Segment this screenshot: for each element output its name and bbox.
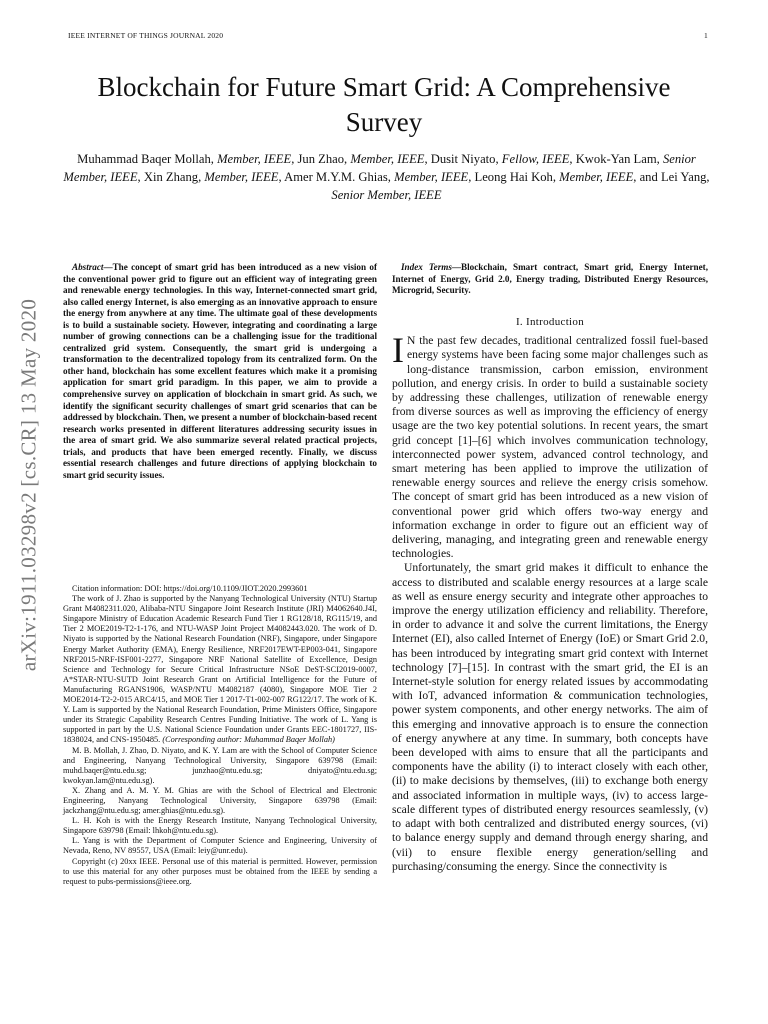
author: Lei Yang, Senior Member, IEEE — [331, 170, 710, 202]
author-name: Xin Zhang — [143, 170, 199, 184]
index-terms — [392, 262, 708, 297]
author-separator: , — [569, 152, 576, 166]
abstract-text: —The concept of smart grid has been introduced as a new vision of the conventional power grid to figure out an efficient way of integrating green and renewable energy technologies. In this way, Internet-connected smart grid, also called energy Internet, is also emerging as an innovative approach to ensure the energy from anywhere at any time. The ultimate goal of these developments is to build a sustainable society. However, integrating and coordinating a large number of growing connections can be a challenging issue for the traditional centralized grid system. Consequently, the smart grid is undergoing a transformation to the decentralized topology from its centralized form. On the other hand, blockchain has some excellent features which make it a promising application for smart grid paradigm. In this paper, we aim to provide a comprehensive survey on application of blockchain in smart grid. As such, we identify the significant security challenges of smart grid scenarios that can be addressed by blockchain. Then, we present a number of blockchain-based recent research works presented in different literatures addressing security issues in the area of smart grid. We also summarize several related practical projects, trials, and products that have been emerged recently. Finally, we discuss essential research challenges and future directions of applying blockchain to smart grid security issues. — [63, 262, 377, 480]
page-number: 1 — [704, 31, 708, 40]
author-separator: , and — [633, 170, 661, 184]
author: Amer M.Y.M. Ghias, Member, IEEE, — [284, 170, 475, 184]
author-name: Leong Hai Koh — [474, 170, 553, 184]
author: Leong Hai Koh, Member, IEEE, and — [474, 170, 661, 184]
paper-title: Blockchain for Future Smart Grid: A Comprehensive Survey — [97, 72, 671, 137]
abstract-label: Abstract — [72, 262, 104, 272]
author-membership: Senior Member, IEEE — [63, 152, 696, 184]
author-separator: , — [468, 170, 475, 184]
arxiv-identifier[interactable]: arXiv:1911.03298v2 [cs.CR] 13 May 2020 — [16, 298, 41, 672]
journal-name: IEEE INTERNET OF THINGS JOURNAL 2020 — [68, 31, 224, 40]
author-name: Amer M.Y.M. Ghias — [284, 170, 388, 184]
author-membership: Senior Member, IEEE — [331, 188, 442, 202]
dropcap-letter: I — [392, 330, 404, 371]
affiliation-note-2: X. Zhang and A. M. Y. M. Ghias are with the School of Electrical and Electronic Engineering, Nanyang Technological University, Singapore 639798 (Email: jackzhang@ntu.edu.sg; amer.ghias@ntu.edu.sg). — [63, 785, 377, 816]
left-column — [63, 262, 377, 481]
affiliation-note-4: L. Yang is with the Department of Computer Science and Engineering, University of Nevada, Reno, NV 89557, USA (Email: leiy@unr.edu). — [63, 836, 377, 856]
author-name: Dusit Niyato — [430, 152, 496, 166]
funding-text: The work of J. Zhao is supported by the Nanyang Technological University (NTU) Startup Grant M4082311.020, Alibaba-NTU Singapore Joint Research Institute (JRI) M4062640.J4I, Singapore Ministry of Education Academic Research Fund Tier 1 RG128/18, RG115/19, and Tier 2 MOE2019-T2-1-176, and NTU-WASP Joint Project M4082443.020. The work of D. Niyato is supported by the National Research Foundation (NRF), Singapore, under Singapore Energy Market Authority (EMA), Energy Resilience, NRF2017EWT-EP003-041, Singapore NRF2015-NRF-ISF001-2277, Singapore NRF National Satellite of Excellence, Design Science and Technology for Secure Critical Infrastructure NSoE DeST-SCI2019-0007, A*STAR-NTU-SUTD Joint Research Grant on Artificial Intelligence for the Future of Manufacturing RGANS1906, WASP/NTU M4082187 (4080), Singapore MOE Tier 2 MOE2014-T2-2-015 ARC4/15, and MOE Tier 1 2017-T1-002-007 RG122/17. The work of K. Y. Lam is supported by the National Research Foundation, Prime Ministers Office, Singapore under its Strategic Capability Research Centres Funding Initiative. The work of L. Yang is supported in part by the U.S. National Science Foundation under Grants EEC-1801727, IIS-1838024, and CNS-1950485. — [63, 594, 377, 745]
author-separator: , — [424, 152, 431, 166]
author-name: Jun Zhao — [297, 152, 345, 166]
author-separator: , — [137, 170, 144, 184]
intro-paragraph-1 — [392, 330, 708, 561]
author: Dusit Niyato, Fellow, IEEE, — [430, 152, 576, 166]
copyright-note: Copyright (c) 20xx IEEE. Personal use of this material is permitted. However, permission to use this material for any other purposes must be obtained from the IEEE by sending a request to pubs-permissions@ieee.org. — [63, 856, 377, 886]
section-heading-introduction: I. Introduction — [515, 315, 585, 328]
running-head — [68, 31, 708, 40]
right-column — [392, 262, 708, 874]
affiliation-note-3: L. H. Koh is with the Energy Research Institute, Nanyang Technological University, Singapore 639798 (Email: lhkoh@ntu.edu.sg). — [63, 816, 377, 836]
intro-paragraph-1-text: N the past few decades, traditional centralized fossil fuel-based energy systems have been facing some major challenges such as long-distance transmission, carbon emission, environment pollution, and energy crisis. In order to build a sustainable society by addressing these challenges, utilization of renewable energy from diverse sources as well as improving the efficiency of energy usage are the two key potential solutions. In recent years, the smart grid concept [1]–[6] which involves communication technology, interconnected power system, advanced control technology, and smart metering has been applied to improve the utilization of renewable energy sources and relieve the energy crisis somehow. The concept of smart grid has been introduced as a new vision of conventional power grid which offers two-way energy and information exchange in order to figure out an efficient way of delivering, managing, and integrating green and renewable energy technologies. — [392, 334, 708, 561]
author-membership: Member, IEEE — [350, 152, 425, 166]
author: Jun Zhao, Member, IEEE, — [297, 152, 431, 166]
author: Xin Zhang, Member, IEEE, — [143, 170, 285, 184]
arxiv-stamp — [10, 265, 48, 705]
author-name: Kwok-Yan Lam — [575, 152, 657, 166]
author-membership: Fellow, IEEE — [501, 152, 570, 166]
citation-info: Citation information: DOI: https://doi.org/10.1109/JIOT.2020.2993601 — [72, 584, 308, 593]
author-membership: Member, IEEE — [559, 170, 634, 184]
author-membership: Member, IEEE — [394, 170, 469, 184]
author-name: Lei Yang — [660, 170, 707, 184]
index-terms-text: —Blockchain, Smart contract, Smart grid, Energy Internet, Internet of Energy, Grid 2.0, Energy trading, Distributed Energy Resources, Microgrid, Security. — [392, 262, 708, 296]
author-membership: Member, IEEE — [217, 152, 292, 166]
author-separator: , — [291, 152, 298, 166]
abstract — [63, 262, 377, 481]
author-separator: , — [278, 170, 285, 184]
author: Kwok-Yan Lam, Senior Member, IEEE, — [63, 152, 696, 184]
author-membership: Member, IEEE — [204, 170, 279, 184]
corresponding-author: (Corresponding author: Muhammad Baqer Mollah) — [162, 735, 335, 745]
index-terms-label: Index Terms — [401, 262, 452, 272]
funding-note — [63, 594, 377, 745]
author: Muhammad Baqer Mollah, Member, IEEE, — [77, 152, 298, 166]
author-list — [60, 150, 713, 204]
author-name: Muhammad Baqer Mollah — [77, 152, 211, 166]
footnotes — [63, 584, 377, 887]
intro-paragraph-2: Unfortunately, the smart grid makes it difficult to enhance the access to distributed and scalable energy resources at a large scale as well as ensure energy security and integrate other approaches to improve the energy utilization efficiency and reliability. Therefore, in order to advance it and solve the current limitations, the Energy Internet (EI), also called Internet of Energy (IoE) or Smart Grid 2.0, has been introduced by integrating smart grid context with Internet technology [7]–[15]. In contrast with the smart grid, the EI is an Internet-style solution for energy related issues by accommodating with IoT, advanced information & communication technologies, power system components, and other energy networks. The aim of this emerging and innovative approach is to ensure the connection of energy anywhere at any time. In summary, both concepts have been developed with aims to ensure that all the participants and components have the ability (i) to interact closely with each other, (ii) to make decisions by themselves, (iii) to exchange both energy and associated information in multiple ways, (iv) to access large-scale different types of distributed energy resources seamlessly, (v) to adapt with both centralized and distributed energy sources, (vi) to balance energy supply and demand through energy sharing, and (vii) to ensure flexible energy generation/selling and purchasing/consuming the energy. Since the connectivity is — [392, 561, 708, 873]
affiliation-note-1: M. B. Mollah, J. Zhao, D. Niyato, and K. Y. Lam are with the School of Computer Science and Engineering, Nanyang Technological University, Singapore 639798 (Email: muhd.baqer@ntu.edu.sg; junzhao@ntu.edu.sg; dniyato@ntu.edu.sg; kwokyan.lam@ntu.edu.sg). — [63, 745, 377, 785]
